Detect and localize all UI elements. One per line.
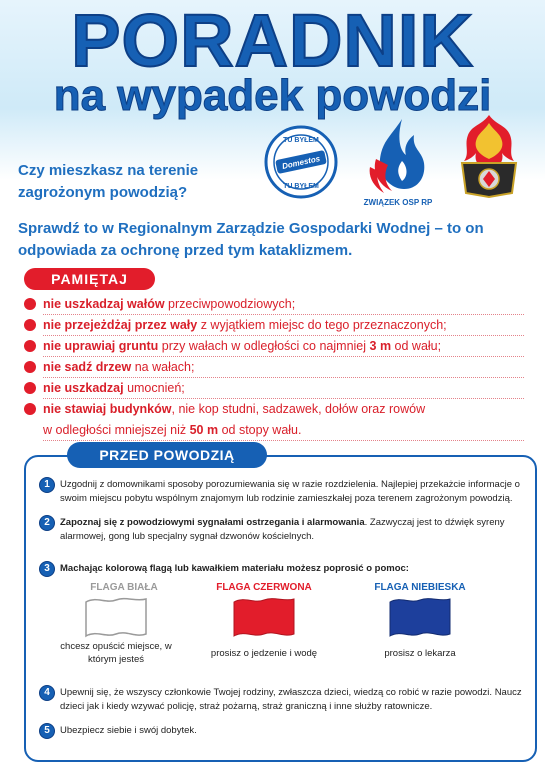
rule-bold: nie stawiaj budynków [43,402,172,416]
logo1-mid-text: Domestos [281,154,321,171]
rule-item-continuation [24,420,524,441]
step-3 [40,562,530,576]
flag-blue-caption: prosisz o lekarza [384,648,456,659]
rule-item [24,315,524,336]
step-number: 5 [40,724,54,738]
step-text: Ubezpiecz siebie i swój dobytek. [60,725,197,736]
flag-white-caption: chcesz opuścić miejsce, w którym jesteś [60,641,172,665]
rule-bold: 50 m [189,423,219,437]
step-number: 4 [40,686,54,700]
step-number: 2 [40,516,54,530]
bullet-icon [24,382,36,394]
rule-bold: nie sadź drzew [43,360,132,374]
rule-text: umocnień; [123,381,185,395]
flag-red-title: FLAGA CZERWONA [216,582,312,593]
page-subtitle: na wypadek powodzi [53,71,492,120]
rule-text: przeciwpowodziowych; [164,297,296,311]
step-bold: Machając kolorową flagą lub kawałkiem materiału możesz poprosić o pomoc: [60,563,409,574]
osp-flame-logo [362,115,434,199]
osp-logo-label: ZWIĄZEK OSP RP [363,198,433,207]
rule-bold: nie uszkadzaj wałów [43,297,165,311]
step-text [60,562,530,576]
red-flag-icon [232,596,296,640]
step-4 [40,686,530,714]
bullet-icon [24,403,36,415]
rule-bold: nie przejeżdżaj przez wały [43,318,198,332]
rules-list [24,294,524,441]
bullet-icon [24,319,36,331]
blue-flag-icon [388,596,452,640]
step-number: 1 [40,478,54,492]
rule-text: w odległości mniejszej niż [43,423,190,437]
rule-text: przy wałach w odległości co najmniej [158,339,370,353]
rule-bold: nie uprawiaj gruntu [43,339,159,353]
bullet-icon [24,361,36,373]
step-number: 3 [40,562,54,576]
rule-item [24,357,524,378]
rule-item [24,378,524,399]
domestos-badge-logo [264,125,338,199]
logo1-bottom-text: TU BYŁEM [283,183,319,190]
psp-emblem-logo [454,113,524,199]
rule-item [24,336,524,357]
step-text [60,516,530,544]
step-2 [40,516,530,544]
bullet-icon [24,340,36,352]
page-title: PORADNIK [71,0,474,82]
before-flood-title: PRZED POWODZIĄ [67,442,267,468]
logo1-top-text: TU BYŁEM [283,137,319,144]
step-text: Uzgodnij z domownikami sposoby porozumiewania się w razie rozdzielenia. Najlepiej przekażcie informacje o swoim miejscu pobytu wspólnym znajomym lub rodzinie zamieszkałej poza terenem zagrożonym powodzią. [60,479,520,504]
remember-badge: PAMIĘTAJ [24,268,155,290]
step-bold: Zapoznaj się z powodziowymi sygnałami ostrzegania i alarmowania [60,517,365,528]
flag-white-title: FLAGA BIAŁA [90,582,158,593]
flag-red-caption: prosisz o jedzenie i wodę [210,648,318,659]
dotted-divider [43,440,524,441]
step-rest: . Zazwyczaj jest to dźwięk syreny alarmowej, gong lub specjalny sygnał dzwonów kościelnych. [60,517,505,542]
step-1 [40,478,530,506]
rule-bold: nie uszkadzaj [43,381,124,395]
rule-item [24,399,524,420]
rule-text: z wyjątkiem miejsc do tego przeznaczonych; [197,318,447,332]
step-text: Upewnij się, że wszyscy członkowie Twojej rodziny, zwłaszcza dzieci, wiedzą co robić w razie powodzi. Naucz dzieci jak i kiedy wzywać policję, straż pożarną, straż graniczną i inne służby ratownicze. [60,687,522,712]
bullet-icon [24,298,36,310]
white-flag-icon [84,596,148,640]
rule-bold: 3 m [369,339,392,353]
rule-text: od wału; [391,339,442,353]
check-text: Sprawdź to w Regionalnym Zarządzie Gospodarki Wodnej – to on odpowiada za ochronę przed tym kataklizmem. [18,220,484,259]
question-text: Czy mieszkasz na terenie zagrożonym powodzią? [18,162,199,201]
flag-blue-title: FLAGA NIEBIESKA [374,582,466,593]
rule-text: na wałach; [131,360,195,374]
rule-item [24,294,524,315]
rule-text: , nie kop studni, sadzawek, dołów oraz rowów [171,402,426,416]
rule-text: od stopy wału. [218,423,302,437]
step-5 [40,724,530,738]
